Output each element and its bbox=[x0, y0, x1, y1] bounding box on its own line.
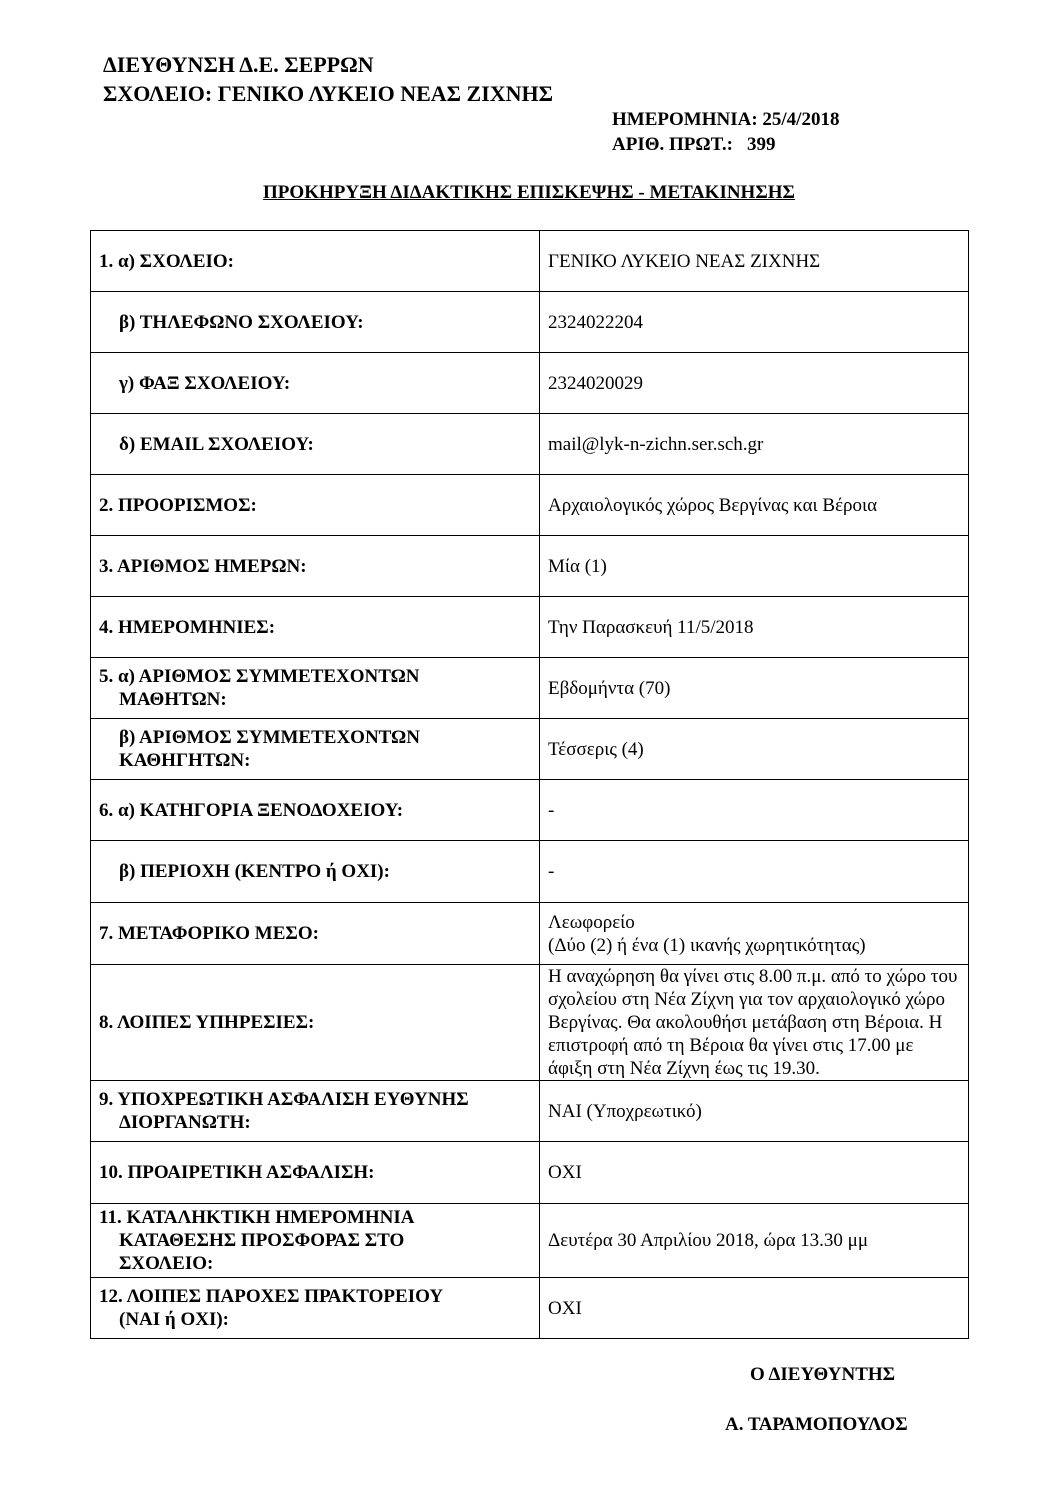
row-label-text: δ) EMAIL ΣΧΟΛΕΙΟΥ: bbox=[119, 433, 314, 455]
row-value: ΝΑΙ (Υποχρεωτικό) bbox=[540, 1081, 969, 1142]
protocol-number: 399 bbox=[746, 134, 776, 155]
row-value: - bbox=[540, 780, 969, 841]
row-label-text: β) ΠΕΡΙΟΧΗ (ΚΕΝΤΡΟ ή ΟΧΙ): bbox=[119, 861, 390, 882]
row-value: Την Παρασκευή 11/5/2018 bbox=[540, 597, 969, 658]
row-label-text: β) ΤΗΛΕΦΩΝΟ ΣΧΟΛΕΙΟΥ: bbox=[119, 311, 364, 333]
table-row bbox=[91, 780, 969, 841]
table-row bbox=[91, 414, 969, 475]
row-label-text-continued: ΚΑΤΑΘΕΣΗΣ ΠΡΟΣΦΟΡΑΣ ΣΤΟ bbox=[119, 1230, 405, 1251]
row-value: mail@lyk-n-zichn.ser.sch.gr bbox=[540, 414, 969, 475]
row-label bbox=[91, 536, 540, 597]
row-value bbox=[540, 903, 969, 965]
table-row bbox=[91, 719, 969, 780]
row-value: ΟΧΙ bbox=[540, 1142, 969, 1204]
table-row bbox=[91, 1142, 969, 1204]
row-value: ΟΧΙ bbox=[540, 1278, 969, 1339]
table-row bbox=[91, 841, 969, 903]
row-label-text-continued: (ΝΑΙ ή ΟΧΙ): bbox=[119, 1309, 230, 1330]
row-label-text: γ) ΦΑΞ ΣΧΟΛΕΙΟΥ: bbox=[119, 372, 291, 394]
row-value: 2324022204 bbox=[540, 292, 969, 353]
table-row bbox=[91, 1204, 969, 1278]
row-label-text: 7. ΜΕΤΑΦΟΡΙΚΟ ΜΕΣΟ: bbox=[99, 923, 319, 944]
row-label-text: 9. ΥΠΟΧΡΕΩΤΙΚΗ ΑΣΦΑΛΙΣΗ ΕΥΘΥΝΗΣ bbox=[99, 1089, 469, 1110]
row-label-text: 6. α) ΚΑΤΗΓΟΡΙΑ ΞΕΝΟΔΟΧΕΙΟΥ: bbox=[99, 799, 404, 821]
table-row bbox=[91, 1278, 969, 1339]
row-label bbox=[91, 475, 540, 536]
school-heading: ΣΧΟΛΕΙΟ: ΓΕΝΙΚΟ ΛΥΚΕΙΟ ΝΕΑΣ ΖΙΧΝΗΣ bbox=[103, 81, 554, 106]
row-value: 2324020029 bbox=[540, 353, 969, 414]
row-label bbox=[91, 414, 540, 475]
table-row bbox=[91, 965, 969, 1081]
table-row bbox=[91, 353, 969, 414]
row-label-text-continued: ΜΑΘΗΤΩΝ: bbox=[119, 689, 227, 710]
row-label-text: 2. ΠΡΟΟΡΙΣΜΟΣ: bbox=[99, 494, 257, 516]
row-label bbox=[91, 1278, 540, 1339]
row-value: Τέσσερις (4) bbox=[540, 719, 969, 780]
table-row bbox=[91, 597, 969, 658]
row-label bbox=[91, 658, 540, 719]
row-label bbox=[91, 353, 540, 414]
row-label-text: 5. α) ΑΡΙΘΜΟΣ ΣΥΜΜΕΤΕΧΟΝΤΩΝ bbox=[99, 666, 420, 687]
document-title: ΠΡΟΚΗΡΥΞΗ ΔΙΔΑΚΤΙΚΗΣ ΕΠΙΣΚΕΨΗΣ - ΜΕΤΑΚΙΝΗΣΗΣ bbox=[263, 182, 795, 203]
row-label-text: 3. ΑΡΙΘΜΟΣ ΗΜΕΡΩΝ: bbox=[99, 555, 307, 577]
row-label-text: 11. ΚΑΤΑΛΗΚΤΙΚΗ ΗΜΕΡΟΜΗΝΙΑ bbox=[99, 1207, 415, 1228]
row-label-text-continued: ΣΧΟΛΕΙΟ: bbox=[119, 1253, 214, 1274]
row-label bbox=[91, 1204, 540, 1278]
table-row bbox=[91, 231, 969, 292]
row-value: Μία (1) bbox=[540, 536, 969, 597]
row-value: - bbox=[540, 841, 969, 903]
row-value: Εβδομήντα (70) bbox=[540, 658, 969, 719]
row-label bbox=[91, 231, 540, 292]
row-label bbox=[91, 965, 540, 1081]
row-label bbox=[91, 903, 540, 965]
row-value-text-continued: (Δύο (2) ή ένα (1) ικανής χωρητικότητας) bbox=[548, 934, 866, 956]
row-label-text: 4. ΗΜΕΡΟΜΗΝΙΕΣ: bbox=[99, 616, 276, 638]
table-row bbox=[91, 903, 969, 965]
row-value-text: Λεωφορείο bbox=[548, 911, 635, 933]
row-label-text: β) ΑΡΙΘΜΟΣ ΣΥΜΜΕΤΕΧΟΝΤΩΝ bbox=[119, 727, 420, 748]
table-row bbox=[91, 658, 969, 719]
row-label bbox=[91, 780, 540, 841]
row-label bbox=[91, 292, 540, 353]
signatory-name: Α. ΤΑΡΑΜΟΠΟΥΛΟΣ bbox=[725, 1414, 908, 1435]
row-label bbox=[91, 1142, 540, 1204]
row-label-text: 12. ΛΟΙΠΕΣ ΠΑΡΟΧΕΣ ΠΡΑΚΤΟΡΕΙΟΥ bbox=[99, 1286, 444, 1307]
row-label bbox=[91, 719, 540, 780]
row-label-text: 1. α) ΣΧΟΛΕΙΟ: bbox=[99, 250, 235, 272]
row-value: Δευτέρα 30 Απριλίου 2018, ώρα 13.30 μμ bbox=[540, 1204, 969, 1278]
row-label-text: 8. ΛΟΙΠΕΣ ΥΠΗΡΕΣΙΕΣ: bbox=[99, 1012, 315, 1033]
signatory-role: Ο ΔΙΕΥΘΥΝΤΗΣ bbox=[750, 1364, 896, 1385]
row-label bbox=[91, 841, 540, 903]
trip-details-table bbox=[90, 230, 969, 1339]
table-row bbox=[91, 475, 969, 536]
table-row bbox=[91, 292, 969, 353]
row-value: ΓΕΝΙΚΟ ΛΥΚΕΙΟ ΝΕΑΣ ΖΙΧΝΗΣ bbox=[540, 231, 969, 292]
protocol-number-line bbox=[612, 134, 775, 156]
row-value: Αρχαιολογικός χώρος Βεργίνας και Βέροια bbox=[540, 475, 969, 536]
row-label bbox=[91, 597, 540, 658]
document-date: ΗΜΕΡΟΜΗΝΙΑ: 25/4/2018 bbox=[612, 109, 840, 130]
row-label-text: 10. ΠΡΟΑΙΡΕΤΙΚΗ ΑΣΦΑΛΙΣΗ: bbox=[99, 1162, 375, 1183]
protocol-label: ΑΡΙΘ. ΠΡΩΤ.: bbox=[612, 134, 733, 155]
row-value: Η αναχώρηση θα γίνει στις 8.00 π.μ. από το χώρο του σχολείου στη Νέα Ζίχνη για τον αρχαιολογικό χώρο Βεργίνας. Θα ακολουθήσι μετάβαση στη Βέροια. Η επιστροφή από τη Βέροια θα γίνει στις 17.00 με άφιξη στη Νέα Ζίχνη έως τις 19.30. bbox=[540, 965, 969, 1081]
row-label-text-continued: ΔΙΟΡΓΑΝΩΤΗ: bbox=[119, 1112, 251, 1133]
row-label bbox=[91, 1081, 540, 1142]
table-row bbox=[91, 1081, 969, 1142]
directorate-heading: ΔΙΕΥΘΥΝΣΗ Δ.Ε. ΣΕΡΡΩΝ bbox=[103, 52, 374, 77]
row-label-text-continued: ΚΑΘΗΓΗΤΩΝ: bbox=[119, 750, 251, 771]
table-row bbox=[91, 536, 969, 597]
